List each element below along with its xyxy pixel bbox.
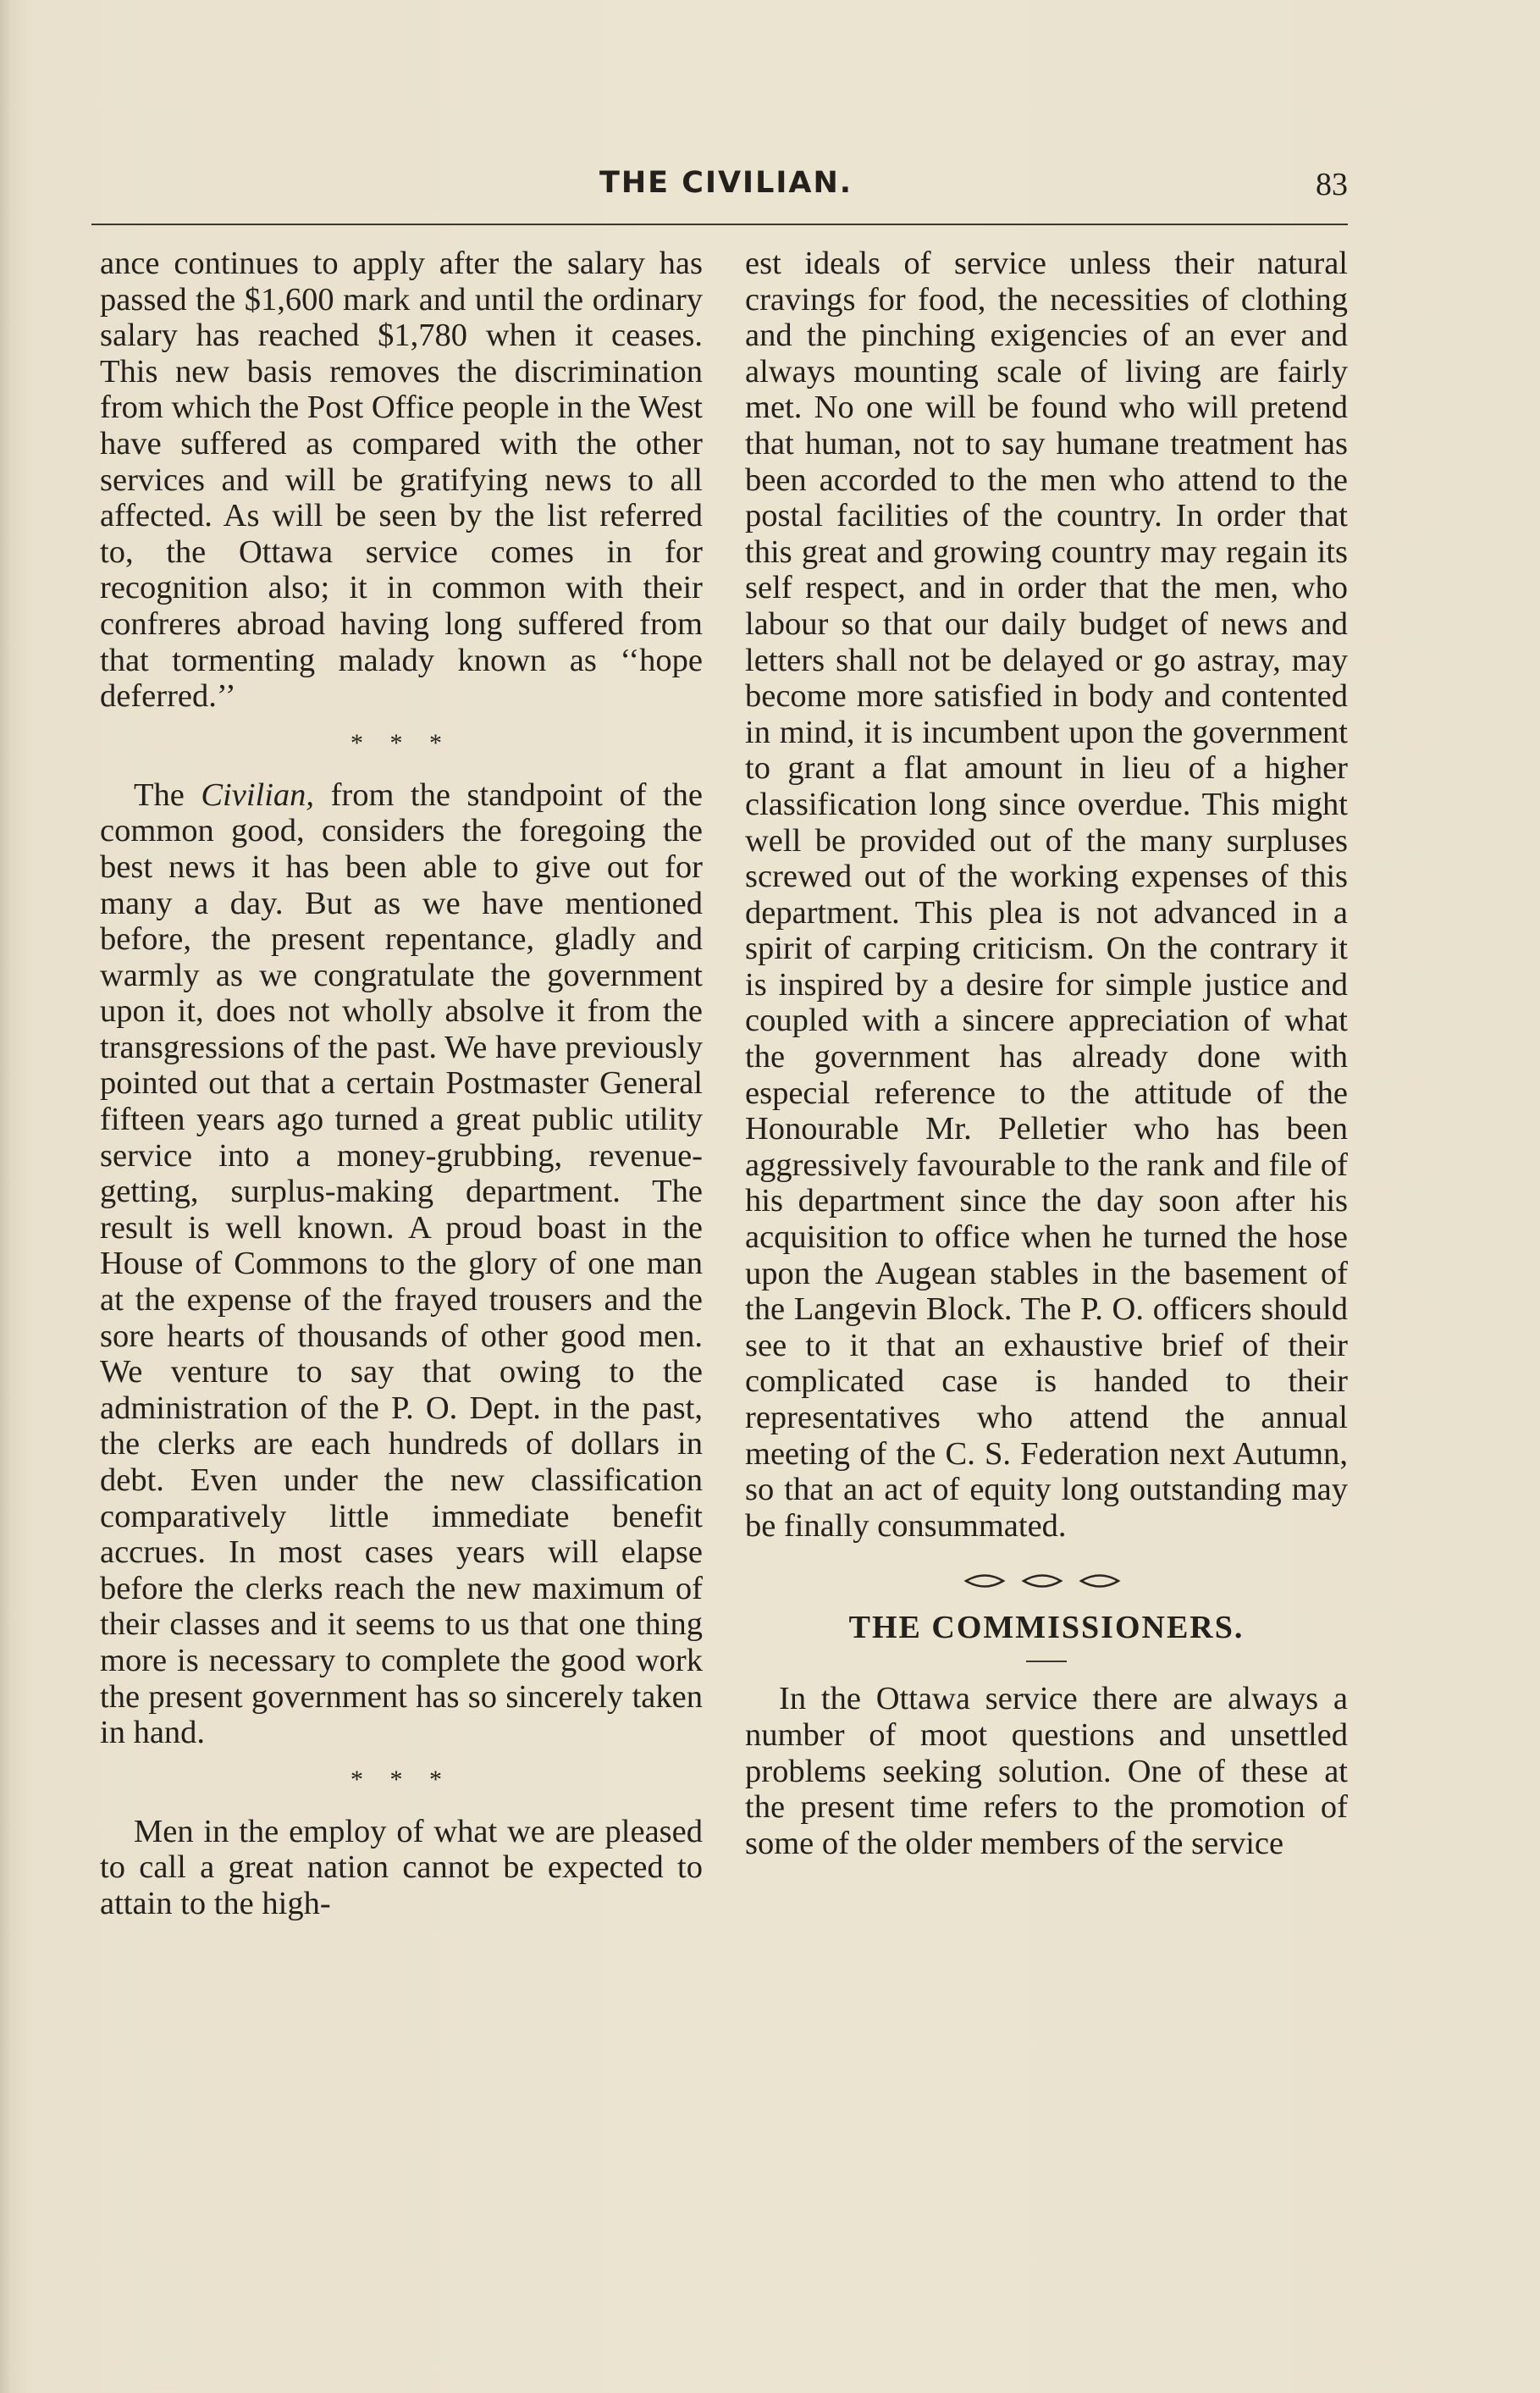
section-separator: * * *: [351, 1765, 452, 1793]
right-paragraph-1: est ideals of service unless their natural cravings for food, the necessities of clothing and the pinching exigencies of an ever and always mounting scale of living are fairly met. No one will be found who will pretend that human, not to say humane treatment has been accorded to the men who attend to the postal facilities of the country. In order that this great and growing country may regain its self respect, and in order that the men, who labour so that our daily budget of news and letters shall not be delayed or go astray, may become more satisfied in body and contented in mind, it is incumbent upon the government to grant a flat amount in lieu of a higher classification long since overdue. This might well be provided out of the many surpluses screwed out of the working expenses of this department. This plea is not advanced in a spirit of carping criticism. On the contrary it is inspired by a desire for simple justice and coupled with a sincere appreciation of what the government has already done with especial reference to the attitude of the Honourable Mr. Pelletier who has been aggressively favourable to the rank and file of his department since the day soon after his acquisition to office when he turned the hose upon the Augean stables in the basement of the Langevin Block. The P. O. officers should see to it that an exhaustive brief of their complicated case is handed to their representatives who attend the annual meeting of the C. S. Federation next Autumn, so that an act of equity long outstanding may be finally consummated.: [745, 246, 1348, 1544]
left-paragraph-3: Men in the employ of what we are pleased to call a great nation cannot be expected to attain to the high-: [100, 1813, 703, 1921]
page-number: 83: [1316, 167, 1348, 202]
right-column: [745, 246, 1348, 1861]
heading-rule: [1026, 1661, 1067, 1662]
left-paragraph-2: [100, 777, 703, 1751]
left-paragraph-1: ance continues to apply after the salary has passed the $1,600 mark and until the ordinary salary has reached $1,780 when it ceases. This new basis removes the discrimination from which the Post Office people in the West have suffered as compared with the other services and will be gratifying news to all affected. As will be seen by the list referred to, the Ottawa service comes in for recognition also; it in common with their confreres abroad having long suffered from that tormenting malady known as ‘‘hope deferred.’’: [100, 246, 703, 715]
page-header: [100, 166, 1348, 208]
left-column: [100, 246, 703, 1922]
section-separator: * * *: [351, 728, 452, 757]
publication-name: Civilian,: [201, 776, 315, 813]
ornament-icon: [958, 1568, 1135, 1594]
left-paragraph-2-body: from the standpoint of the common good, considers the foregoing the best news it has been able to give out for many a day. But as we have mentioned before, the present repentance, gladly and warmly as we congratulate the government upon it, does not wholly absolve it from the transgressions of the past. We have previously pointed out that a certain Postmaster General fifteen years ago turned a great public utility service into a money-grubbing, revenue-getting, surplus-making department. The result is well known. A proud boast in the House of Commons to the glory of one man at the expense of the frayed trousers and the sore hearts of thousands of other good men. We venture to say that owing to the administration of the P. O. Dept. in the past, the clerks are each hundreds of dollars in debt. Even under the new classification comparatively little immediate benefit accrues. In most cases years will elapse before the clerks reach the new maximum of their classes and it seems to us that one thing more is necessary to complete the good work the present government has so sincerely taken in hand.: [100, 776, 704, 1751]
section-heading: THE COMMISSIONERS.: [848, 1610, 1245, 1646]
paragraph-lead-word: The: [134, 776, 185, 813]
right-paragraph-2: In the Ottawa service there are always a number of moot questions and unsettled problems seeking solution. One of these at the present time refers to the promotion of some of the older members of the service: [745, 1681, 1348, 1861]
header-rule: [91, 224, 1348, 225]
ornament-divider: [745, 1566, 1348, 1591]
running-title: THE CIVILIAN.: [599, 166, 853, 200]
